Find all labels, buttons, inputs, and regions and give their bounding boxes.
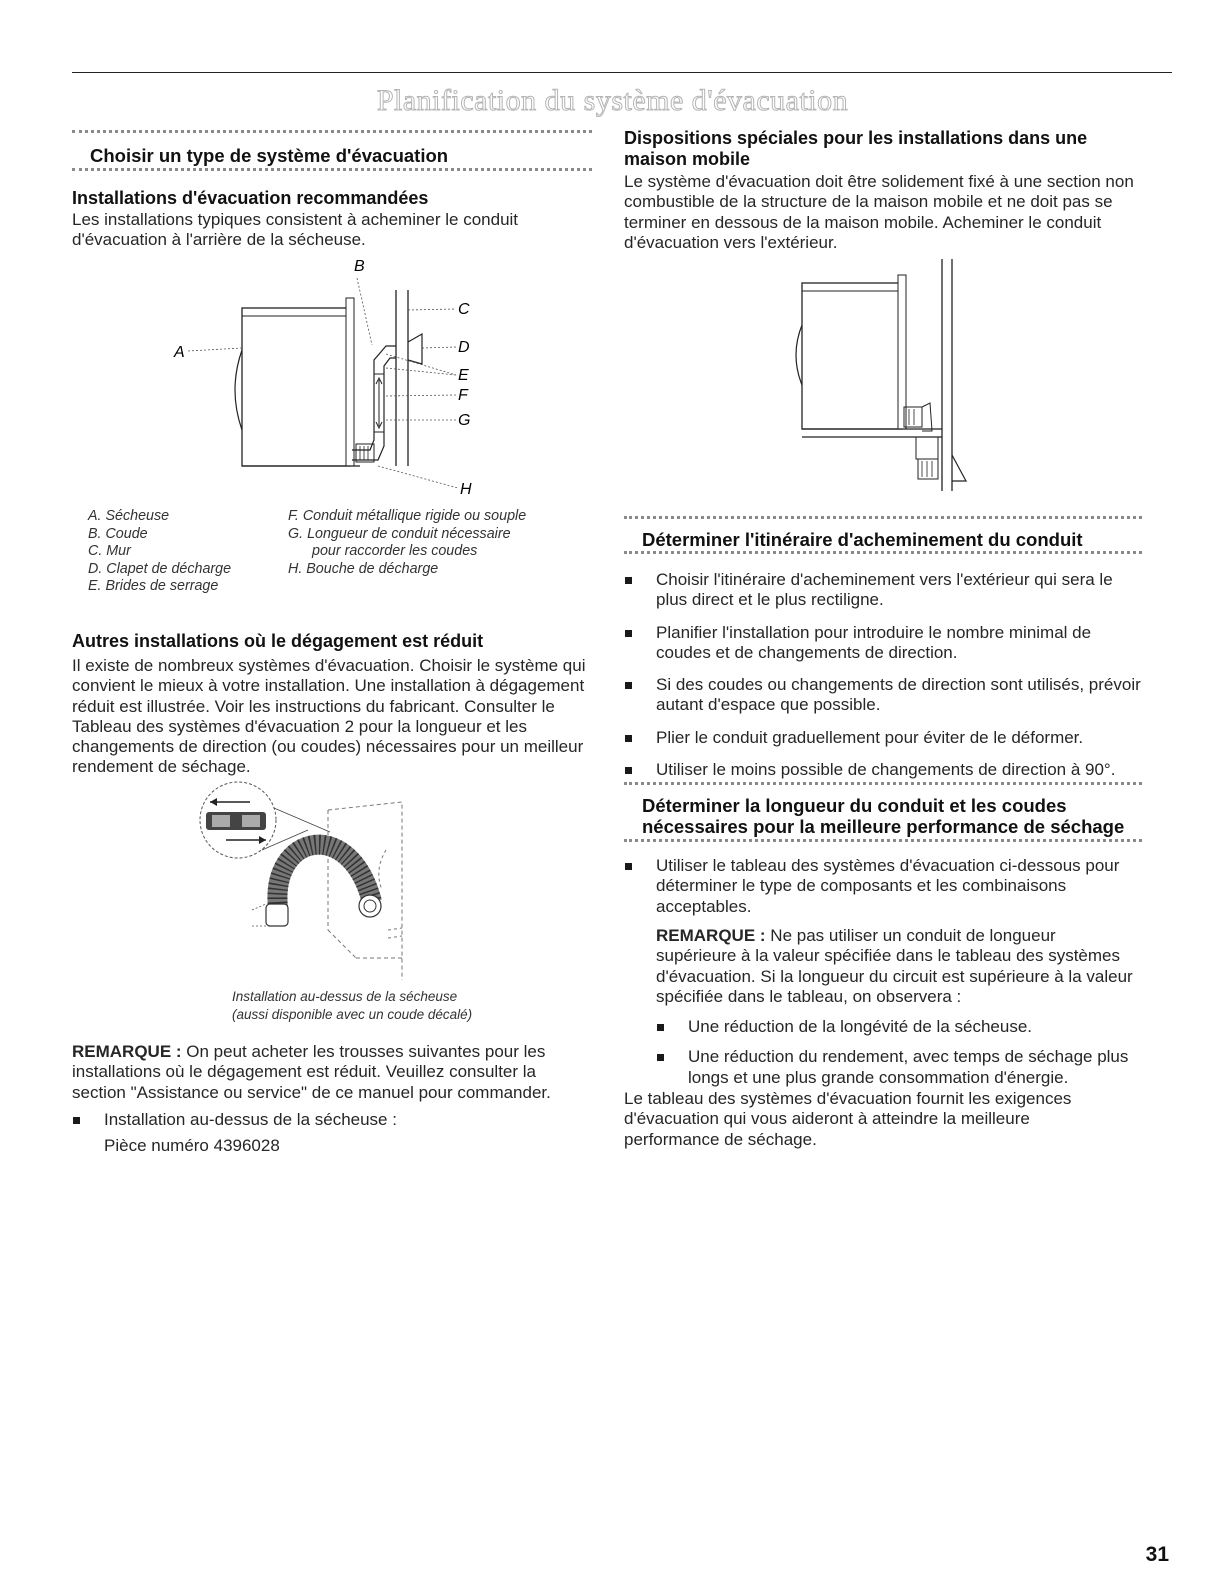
legend-item: E. Brides de serrage xyxy=(88,578,219,594)
note-label: REMARQUE : xyxy=(72,1042,182,1061)
list-item: Planifier l'installation pour introduire le nombre minimal de coudes et de changements de direction. xyxy=(624,623,1144,664)
length-bullet-list xyxy=(624,856,1139,917)
page-title: Planification du système d'évacuation xyxy=(376,84,849,117)
section-divider xyxy=(624,551,1142,554)
legend-item: G. Longueur de conduit nécessaire xyxy=(288,525,511,542)
section-heading-choose-system: Choisir un type de système d'évacuation xyxy=(90,145,449,166)
legend-item: F. Conduit métallique rigide ou souple xyxy=(288,508,527,524)
list-item: Utiliser le tableau des systèmes d'évacuation ci-dessous pour déterminer le type de composants et les combinaisons acceptables. xyxy=(624,856,1139,917)
callout-label-e: E xyxy=(458,367,469,384)
legend-item: pour raccorder les coudes xyxy=(312,543,478,559)
callout-label-c: C xyxy=(458,301,470,318)
figure-legend-col2 xyxy=(288,508,526,578)
legend-item: B. Coude xyxy=(88,525,148,542)
list-item: Si des coudes ou changements de direction sont utilisés, prévoir autant d'espace que possible. xyxy=(624,675,1144,716)
figure-mobile-home-installation xyxy=(780,255,1000,495)
section-heading-length-line1: Déterminer la longueur du conduit et les coudes xyxy=(642,795,1067,816)
callout-label-f: F xyxy=(458,387,468,404)
section-divider xyxy=(624,839,1142,842)
paragraph-closing: Le tableau des systèmes d'évacuation fournit les exigences d'évacuation qui vous aideront à atteindre la meilleure performance de séchage. xyxy=(624,1089,1072,1149)
note-text: Ne pas utiliser un conduit de longueur supérieure à la valeur spécifiée dans le tableau des systèmes d'évacuation. Si la longueur du circuit est supérieure à la valeur spécifiée dans le tableau, on observera : xyxy=(656,926,1133,1006)
list-item: Une réduction du rendement, avec temps de séchage plus longs et une plus grande consommation d'énergie. xyxy=(656,1047,1140,1088)
paragraph-reduced-clearance: Il existe de nombreux systèmes d'évacuation. Choisir le système qui convient le mieux à votre installation. Une installation à dégagement réduit est illustrée. Voir les instructions du fabricant. Consulter le Tableau des systèmes d'évacuation 2 pour la longueur et les changements de direction (ou coudes) nécessaires pour un meilleur rendement de séchage. xyxy=(72,656,586,777)
bullet-icon xyxy=(625,682,632,689)
list-item: Choisir l'itinéraire d'acheminement vers l'extérieur qui sera le plus direct et le plus rectiligne. xyxy=(624,570,1144,611)
section-heading-route: Déterminer l'itinéraire d'acheminement du conduit xyxy=(642,529,1083,550)
figure-caption-2: (aussi disponible avec un coude décalé) xyxy=(232,1007,473,1022)
bullet-icon xyxy=(625,630,632,637)
section-divider xyxy=(72,168,592,171)
bullet-icon xyxy=(625,735,632,742)
top-rule xyxy=(72,72,1172,73)
paragraph-recommended: Les installations typiques consistent à acheminer le conduit d'évacuation à l'arrière de la sécheuse. xyxy=(72,210,519,250)
callout-label-a: A xyxy=(174,344,185,361)
list-item: Installation au-dessus de la sécheuse : xyxy=(72,1110,587,1130)
section-divider xyxy=(624,782,1142,785)
callout-label-g: G xyxy=(458,412,471,429)
bullet-icon xyxy=(625,577,632,584)
section-divider xyxy=(624,516,1142,519)
list-item: Utiliser le moins possible de changements de direction à 90°. xyxy=(624,760,1144,780)
figure-standard-vent-installation xyxy=(160,250,500,500)
legend-item: H. Bouche de décharge xyxy=(288,560,439,577)
kits-list xyxy=(72,1110,587,1130)
legend-item: D. Clapet de décharge xyxy=(88,560,232,577)
note-max-length xyxy=(656,926,1140,1007)
callout-label-b: B xyxy=(354,258,365,275)
figure-legend-col1 xyxy=(88,508,231,596)
subheading-reduced-clearance: Autres installations où le dégagement est réduit xyxy=(72,631,484,651)
consequences-list xyxy=(656,1017,1140,1088)
callout-label-d: D xyxy=(458,339,470,356)
figure-caption-1: Installation au-dessus de la sécheuse xyxy=(232,989,458,1004)
subheading-recommended: Installations d'évacuation recommandées xyxy=(72,188,429,208)
bullet-icon xyxy=(625,863,632,870)
subheading-mobile-home: Dispositions spéciales pour les installations dans une maison mobile xyxy=(624,128,1088,169)
note-kits xyxy=(72,1042,587,1103)
section-divider xyxy=(72,130,592,133)
bullet-icon xyxy=(625,767,632,774)
figure-over-dryer-installation xyxy=(190,780,420,980)
part-number: Pièce numéro 4396028 xyxy=(104,1136,280,1155)
bullet-icon xyxy=(657,1054,664,1061)
bullet-icon xyxy=(73,1117,80,1124)
page-number: 31 xyxy=(1145,1543,1169,1566)
bullet-icon xyxy=(657,1024,664,1031)
list-item: Plier le conduit graduellement pour éviter de le déformer. xyxy=(624,728,1144,748)
callout-label-h: H xyxy=(460,481,472,498)
paragraph-mobile-home: Le système d'évacuation doit être solidement fixé à une section non combustible de la structure de la maison mobile et ne doit pas se terminer en dessous de la maison mobile. Acheminer le conduit d'évacuation vers l'extérieur. xyxy=(624,172,1134,252)
route-bullet-list xyxy=(624,570,1144,780)
list-item: Une réduction de la longévité de la sécheuse. xyxy=(656,1017,1140,1037)
section-heading-length-line2: nécessaires pour la meilleure performance de séchage xyxy=(642,816,1125,837)
legend-item: A. Sécheuse xyxy=(88,508,170,524)
legend-item: C. Mur xyxy=(88,543,131,559)
note-text: On peut acheter les trousses suivantes pour les installations où le dégagement est réduit. Veuillez consulter la section "Assistance ou service" de ce manuel pour commander. xyxy=(72,1042,551,1102)
note-label: REMARQUE : xyxy=(656,926,766,945)
